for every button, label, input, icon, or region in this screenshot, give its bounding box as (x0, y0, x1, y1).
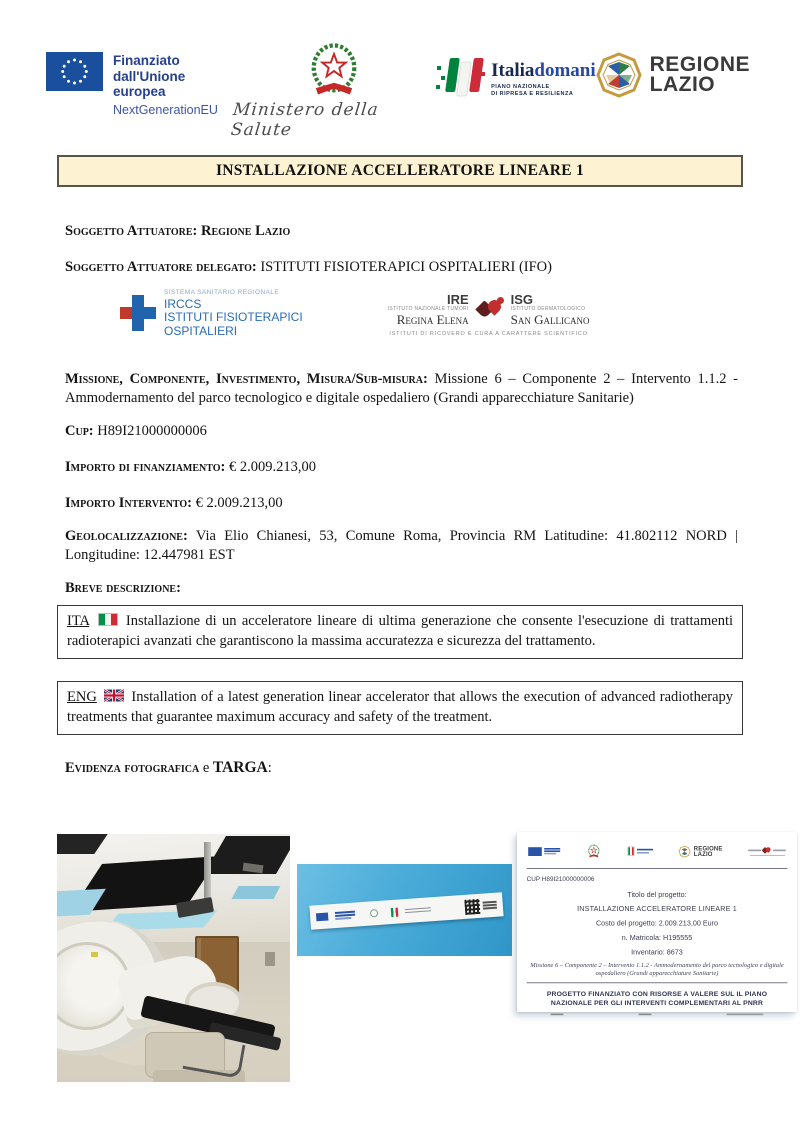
description-box-eng (57, 681, 743, 735)
targa-titolo: INSTALLAZIONE ACCELERATORE LINEARE 1 (577, 904, 737, 913)
regione-lazio-emblem-icon (596, 52, 642, 98)
field-label: Soggetto Attuatore delegato: (65, 259, 257, 275)
targa-titolo-label: Titolo del progetto: (627, 890, 687, 899)
field-cup (65, 422, 738, 441)
field-label: Soggetto Attuatore: (65, 223, 198, 239)
field-value: € 2.009.213,00 (228, 459, 316, 475)
italiadomani-logo (435, 50, 596, 108)
field-label: Geolocalizzazione: (65, 528, 188, 544)
ita-description-text: Installazione di un acceleratore lineare di ultima generazione che consente l'esecuzione di trattamenti radioterapici avanzati che garantiscono la massima accuratezza e sicurezza del trattamento. (67, 613, 734, 649)
ircss-text (164, 289, 303, 338)
field-missione (65, 370, 738, 408)
targa-footer: PROGETTO FINANZIATO CON RISORSE A VALERE SUL IL PIANO NAZIONALE PER GLI INTERVENTI COMPLEMENTARI AL PNRR (546, 989, 768, 1007)
regione-lazio-line1: REGIONE (649, 53, 750, 77)
italiadomani-flag-icon (435, 50, 487, 108)
field-value: € 2.009.213,00 (195, 495, 283, 511)
ire-isg-heart-icon (475, 297, 505, 323)
evidenza-label: Evidenza fotografica (65, 760, 200, 776)
field-value: Via Elio Chianesi, 53, Comune Roma, Provincia RM Latitudine: 41.802112 NORD | Longitudine: 12.447981 EST (65, 528, 738, 563)
regione-lazio-text (650, 55, 750, 95)
ire-block (388, 293, 469, 327)
field-value: Missione 6 – Componente 2 – Intervento 1.1.2 - Ammodernamento del parco tecnologico e digitale ospedaliero (Grandi apparecchiature Sanitarie) (65, 371, 739, 406)
field-soggetto-delegato (65, 258, 738, 277)
targa-signature-marks (527, 1014, 788, 1016)
linac-room-photo (57, 834, 290, 1082)
targa-inventario: Inventario: 8673 (631, 948, 683, 956)
page-title: INSTALLAZIONE ACCELLERATORE LINEARE 1 (215, 162, 585, 179)
ministero-salute-logo (232, 42, 435, 140)
field-breve-descrizione (65, 579, 738, 598)
targa-cup: CUP H89I21000000006 (526, 875, 595, 883)
field-soggetto-attuatore (65, 222, 738, 241)
field-label: Importo di finanziamento: (65, 459, 226, 475)
field-value: H89I21000000006 (97, 423, 207, 439)
isg-block (511, 293, 590, 327)
photo-evidence-row (57, 832, 784, 1107)
field-geolocalizzazione (65, 527, 738, 565)
evidenza-conjunction: e (199, 760, 213, 776)
ire-isg-mini-logo (748, 846, 786, 856)
fields-section (65, 222, 738, 277)
label-strip (309, 892, 503, 929)
header-logos-row (0, 0, 800, 140)
ircss-cross-icon (120, 295, 156, 331)
regione-lazio-logo (596, 52, 750, 98)
ministero-emblem-icon (370, 909, 379, 918)
field-importo-finanziamento (65, 458, 738, 477)
targa-costo: Costo del progetto: 2.009.213,00 Euro (595, 919, 719, 928)
isg-acronym: ISG (510, 292, 534, 307)
regione-lazio-logo (679, 845, 723, 857)
qr-code-icon (464, 898, 480, 914)
targa-matricola: n. Matricola: H195555 (621, 933, 693, 942)
eu-funding-text (113, 52, 232, 117)
italiadomani-word1: Italia (491, 59, 535, 81)
italy-flag-icon (98, 613, 118, 626)
field-label: Cup: (65, 423, 94, 439)
ire-name: Regina Elena (396, 311, 469, 327)
machine-label-photo (297, 864, 512, 956)
title-banner (57, 155, 743, 187)
italiadomani-text (491, 60, 596, 98)
ircss-name3: OSPITALIERI (164, 323, 238, 338)
italiadomani-flag-icon (627, 846, 653, 856)
field-value: ISTITUTI FISIOTERAPICI OSPITALIERI (IFO) (260, 259, 552, 275)
isg-name: San Gallicano (510, 311, 590, 327)
evidenza-heading (65, 759, 735, 777)
ircss-header: SISTEMA SANITARIO REGIONALE (164, 289, 280, 296)
ire-isg-logo (388, 293, 590, 337)
isg-subtitle: ISTITUTO DERMATOLOGICO (510, 305, 586, 312)
eng-tag: ENG (67, 689, 97, 705)
ire-isg-footer: ISTITUTI DI RICOVERO E CURA A CARATTERE SCIENTIFICO (389, 330, 588, 337)
eu-funding-logo (46, 52, 232, 117)
ircss-name1: IRCCS (164, 297, 202, 312)
targa-logos-row (527, 839, 788, 863)
eng-description-text: Installation of a latest generation linear accelerator that allows the execution of advanced radiotherapy treatments that guarantee maximum accuracy and safety of the treatment. (67, 689, 734, 725)
institution-logos-row (120, 289, 735, 353)
eu-text-line2: dall'Unione europea (113, 68, 186, 100)
eu-flag-icon (46, 52, 103, 91)
field-value: Regione Lazio (200, 223, 291, 239)
evidenza-colon: : (267, 760, 272, 776)
italiadomani-subtitle1: PIANO NAZIONALE (491, 83, 550, 90)
eu-flag-icon (316, 912, 329, 921)
ircss-name2: ISTITUTI FISIOTERAPICI (164, 310, 303, 325)
field-importo-intervento (65, 494, 738, 513)
ministero-emblem-icon (586, 843, 602, 859)
field-label: Breve descrizione: (65, 580, 181, 596)
ire-isg-heart-icon (763, 846, 772, 854)
uk-flag-icon (104, 689, 124, 702)
evidenza-targa-word: TARGA (212, 759, 268, 776)
ire-subtitle: ISTITUTO NAZIONALE TUMORI (387, 305, 469, 312)
fields-section-2 (65, 370, 738, 598)
regione-lazio-line2: LAZIO (649, 73, 716, 96)
targa-plaque (517, 832, 797, 1012)
regione-lazio-emblem-icon (679, 845, 691, 857)
targa-plaque-photo (517, 832, 797, 1012)
eu-flag-icon (528, 847, 560, 856)
eu-text-line1: Finanziato (113, 53, 180, 68)
ministero-emblem-icon (302, 42, 366, 98)
italy-flag-icon (391, 907, 399, 916)
italiadomani-word2: domani (534, 59, 596, 81)
ircss-logo (120, 289, 303, 338)
eu-text-line3: NextGenerationEU (113, 102, 218, 117)
targa-regione-line2: LAZIO (693, 850, 713, 858)
ita-tag: ITA (67, 613, 90, 629)
field-label: Missione, Componente, Investimento, Misura/Sub-misura: (65, 371, 428, 387)
field-label: Importo Intervento: (65, 495, 193, 511)
italiadomani-subtitle2: DI RIPRESA E RESILIENZA (491, 91, 574, 97)
ministero-name: Ministero della Salute (230, 100, 380, 140)
description-box-ita (57, 605, 743, 659)
ire-acronym: IRE (446, 292, 469, 307)
targa-regione-line1: REGIONE (693, 844, 723, 852)
targa-missione: Missione 6 – Componente 2 – Intervento 1.1.2 - Ammodernamento del parco tecnologico e digitale ospedaliero (Grandi apparecchiature Sanitarie) (530, 961, 784, 977)
